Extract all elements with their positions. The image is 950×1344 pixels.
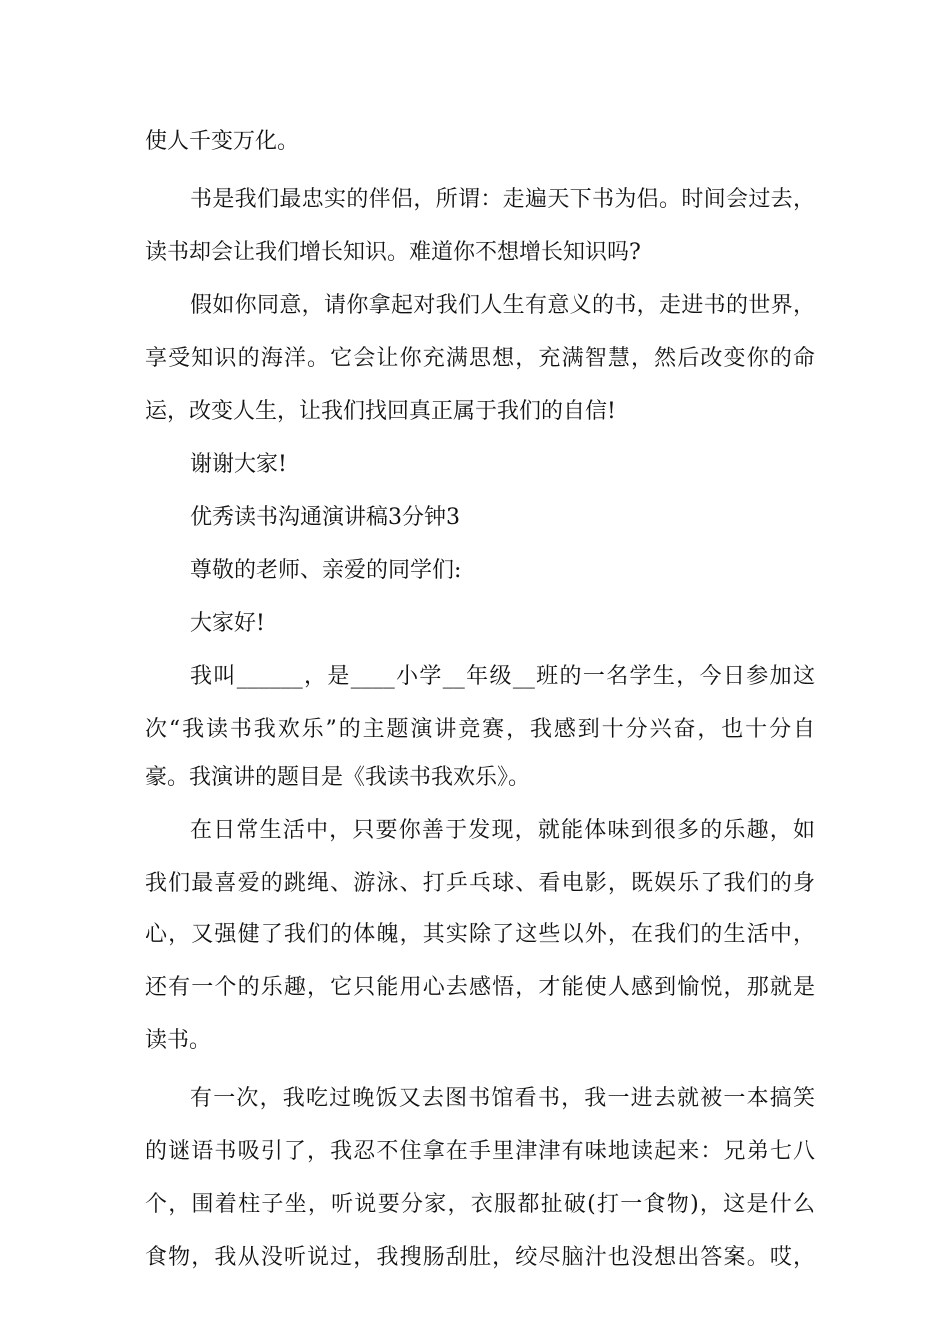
text-line: 谢谢大家! bbox=[190, 452, 287, 477]
text-line: 食物，我从没听说过，我搜肠刮肚，绞尽脑汁也没想出答案。哎， bbox=[145, 1245, 815, 1270]
text-line: 个，围着柱子坐，听说要分家，衣服都扯破(打一食物)，这是什么 bbox=[145, 1192, 815, 1217]
text-line: 有一次，我吃过晚饭又去图书馆看书，我一进去就被一本搞笑 bbox=[190, 1086, 815, 1111]
text-line: 我叫______，是____小学__年级__班的一名学生，今日参加这 bbox=[190, 664, 815, 689]
text-line: 享受知识的海洋。它会让你充满思想，充满智慧，然后改变你的命 bbox=[145, 346, 815, 371]
text-line: 心，又强健了我们的体魄，其实除了这些以外，在我们的生活中， bbox=[145, 922, 815, 947]
text-line: 豪。我演讲的题目是《我读书我欢乐》。 bbox=[145, 765, 531, 790]
text-line: 次“我读书我欢乐”的主题演讲竞赛，我感到十分兴奋，也十分自 bbox=[145, 717, 815, 742]
text-line: 使人千变万化。 bbox=[145, 129, 300, 154]
text-line: 大家好! bbox=[190, 611, 265, 636]
text-line: 的谜语书吸引了，我忍不住拿在手里津津有味地读起来：兄弟七八 bbox=[145, 1139, 815, 1164]
text-line: 假如你同意，请你拿起对我们人生有意义的书，走进书的世界， bbox=[190, 293, 815, 318]
text-line: 读书却会让我们增长知识。难道你不想增长知识吗? bbox=[145, 240, 641, 265]
text-line: 书是我们最忠实的伴侣，所谓：走遍天下书为侣。时间会过去， bbox=[190, 187, 815, 212]
text-line: 还有一个的乐趣，它只能用心去感悟，才能使人感到愉悦，那就是 bbox=[145, 975, 815, 1000]
text-line: 运，改变人生，让我们找回真正属于我们的自信! bbox=[145, 399, 616, 424]
text-line: 优秀读书沟通演讲稿3分钟3 bbox=[190, 505, 460, 530]
text-line: 我们最喜爱的跳绳、游泳、打乒乓球、看电影，既娱乐了我们的身 bbox=[145, 871, 815, 896]
text-line: 读书。 bbox=[145, 1028, 212, 1053]
text-line: 尊敬的老师、亲爱的同学们: bbox=[190, 558, 462, 583]
text-line: 在日常生活中，只要你善于发现，就能体味到很多的乐趣，如 bbox=[190, 818, 815, 843]
